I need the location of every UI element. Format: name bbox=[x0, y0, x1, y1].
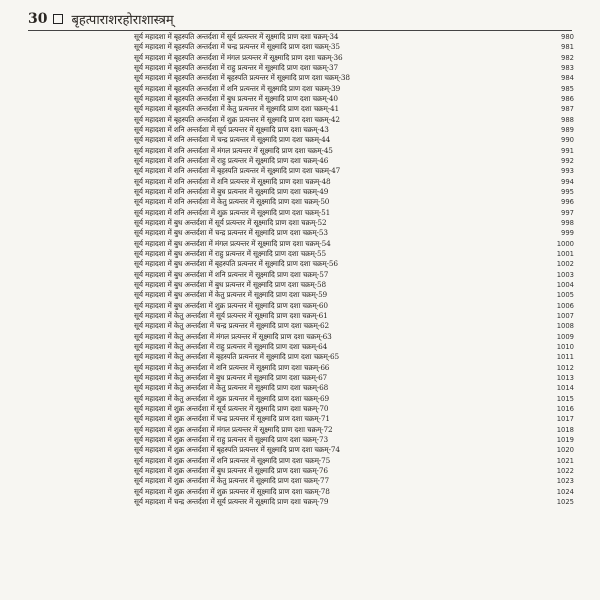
page-number: 30 bbox=[28, 11, 48, 27]
entry-page-number: 988 bbox=[561, 115, 574, 124]
entry-page-number: 995 bbox=[561, 188, 574, 197]
page-header bbox=[28, 8, 572, 31]
entry-page-number: 986 bbox=[561, 95, 574, 104]
entry-page-number: 990 bbox=[561, 136, 574, 145]
entry-title: सूर्य महादशा में शनि अन्तर्दशा में राहु प्रत्यन्तर में सूक्ष्मादि प्राण दशा चक्रम्-46 bbox=[134, 156, 329, 166]
entry-page-number: 1018 bbox=[556, 425, 574, 434]
entry-title: सूर्य महादशा में शनि अन्तर्दशा में केतु प्रत्यन्तर में सूक्ष्मादि प्राण दशा चक्रम्-50 bbox=[134, 197, 330, 207]
entry-title: सूर्य महादशा में बृहस्पति अन्तर्दशा में सूर्य प्रत्यन्तर में सूक्ष्मादि प्राण दशा चक्रम्-34 bbox=[134, 32, 339, 42]
list-item bbox=[134, 239, 574, 249]
list-item bbox=[134, 208, 574, 218]
entry-title: सूर्य महादशा में बुध अन्तर्दशा में मंगल प्रत्यन्तर में सूक्ष्मादि प्राण दशा चक्रम्-54 bbox=[134, 238, 331, 248]
entry-page-number: 1021 bbox=[556, 456, 574, 465]
entry-page-number: 1011 bbox=[556, 353, 574, 362]
entry-page-number: 998 bbox=[561, 219, 574, 228]
entry-title: सूर्य महादशा में शनि अन्तर्दशा में सूर्य प्रत्यन्तर में सूक्ष्मादि प्राण दशा चक्रम्-43 bbox=[134, 125, 329, 135]
list-item bbox=[134, 249, 574, 259]
entry-page-number: 1004 bbox=[556, 281, 574, 290]
list-item bbox=[134, 115, 574, 125]
entry-page-number: 1009 bbox=[556, 332, 574, 341]
entry-title: सूर्य महादशा में शनि अन्तर्दशा में बुध प्रत्यन्तर में सूक्ष्मादि प्राण दशा चक्रम्-49 bbox=[134, 187, 329, 197]
entry-page-number: 1024 bbox=[556, 487, 574, 496]
entry-title: सूर्य महादशा में बुध अन्तर्दशा में बृहस्पति प्रत्यन्तर में सूक्ष्मादि प्राण दशा चक्रम्-56 bbox=[134, 259, 338, 269]
entry-title: सूर्य महादशा में चन्द्र अन्तर्दशा में सूर्य प्रत्यन्तर में सूक्ष्मादि प्राण दशा चक्रम्-79 bbox=[134, 496, 329, 506]
entry-page-number: 1003 bbox=[556, 270, 574, 279]
entry-page-number: 999 bbox=[561, 229, 574, 238]
entry-title: सूर्य महादशा में बृहस्पति अन्तर्दशा में शुक्र प्रत्यन्तर में सूक्ष्मादि प्राण दशा चक्रम्-42 bbox=[134, 114, 340, 124]
entry-page-number: 1007 bbox=[556, 312, 574, 321]
entry-title: सूर्य महादशा में शुक्र अन्तर्दशा में केतु प्रत्यन्तर में सूक्ष्मादि प्राण दशा चक्रम्-77 bbox=[134, 476, 329, 486]
list-item bbox=[134, 177, 574, 187]
entry-page-number: 1010 bbox=[556, 343, 574, 351]
entry-title: सूर्य महादशा में केतु अन्तर्दशा में केतु प्रत्यन्तर में सूक्ष्मादि प्राण दशा चक्रम्-68 bbox=[134, 383, 329, 393]
list-item bbox=[134, 466, 574, 476]
entry-page-number: 1000 bbox=[556, 239, 574, 248]
list-item bbox=[134, 42, 574, 52]
list-item bbox=[134, 280, 574, 290]
entry-title: सूर्य महादशा में बृहस्पति अन्तर्दशा में चन्द्र प्रत्यन्तर में सूक्ष्मादि प्राण दशा चक्रम्-35 bbox=[134, 42, 340, 52]
list-item bbox=[134, 311, 574, 321]
entry-title: सूर्य महादशा में केतु अन्तर्दशा में राहु प्रत्यन्तर में सूक्ष्मादि प्राण दशा चक्रम्-64 bbox=[134, 342, 328, 351]
entry-title: सूर्य महादशा में शनि अन्तर्दशा में चन्द्र प्रत्यन्तर में सूक्ष्मादि प्राण दशा चक्रम्-44 bbox=[134, 135, 331, 145]
entry-title: सूर्य महादशा में बुध अन्तर्दशा में बुध प्रत्यन्तर में सूक्ष्मादि प्राण दशा चक्रम्-58 bbox=[134, 280, 326, 290]
list-item bbox=[134, 94, 574, 104]
list-item bbox=[134, 146, 574, 156]
list-item bbox=[134, 383, 574, 393]
list-item bbox=[134, 187, 574, 197]
entry-page-number: 989 bbox=[561, 126, 574, 135]
entry-title: सूर्य महादशा में शनि अन्तर्दशा में शनि प्रत्यन्तर में सूक्ष्मादि प्राण दशा चक्रम्-48 bbox=[134, 176, 331, 186]
list-item bbox=[134, 218, 574, 228]
entry-title: सूर्य महादशा में बृहस्पति अन्तर्दशा में बृहस्पति प्रत्यन्तर में सूक्ष्मादि प्राण दशा चक्रम्-38 bbox=[134, 73, 350, 83]
entry-page-number: 985 bbox=[561, 84, 574, 93]
entry-title: सूर्य महादशा में बुध अन्तर्दशा में शुक्र प्रत्यन्तर में सूक्ष्मादि प्राण दशा चक्रम्-60 bbox=[134, 300, 328, 310]
entry-title: सूर्य महादशा में शुक्र अन्तर्दशा में शुक्र प्रत्यन्तर में सूक्ष्मादि प्राण दशा चक्रम्-78 bbox=[134, 486, 330, 496]
entry-page-number: 982 bbox=[561, 53, 574, 62]
list-item bbox=[134, 259, 574, 269]
list-item bbox=[134, 352, 574, 362]
entry-title: सूर्य महादशा में शुक्र अन्तर्दशा में सूर्य प्रत्यन्तर में सूक्ष्मादि प्राण दशा चक्रम्-70 bbox=[134, 403, 329, 413]
list-item bbox=[134, 53, 574, 63]
entry-page-number: 1008 bbox=[556, 322, 574, 331]
list-item bbox=[134, 373, 574, 383]
entry-title: सूर्य महादशा में केतु अन्तर्दशा में बुध प्रत्यन्तर में सूक्ष्मादि प्राण दशा चक्रम्-67 bbox=[134, 372, 328, 382]
entry-title: सूर्य महादशा में शुक्र अन्तर्दशा में राहु प्रत्यन्तर में सूक्ष्मादि प्राण दशा चक्रम्-73 bbox=[134, 434, 328, 444]
list-item bbox=[134, 404, 574, 414]
list-item bbox=[134, 476, 574, 486]
entry-page-number: 996 bbox=[561, 198, 574, 207]
entry-title: सूर्य महादशा में शुक्र अन्तर्दशा में चन्द्र प्रत्यन्तर में सूक्ष्मादि प्राण दशा चक्रम्-71 bbox=[134, 414, 330, 424]
list-item bbox=[134, 290, 574, 300]
entry-title: सूर्य महादशा में शनि अन्तर्दशा में मंगल प्रत्यन्तर में सूक्ष्मादि प्राण दशा चक्रम्-45 bbox=[134, 145, 333, 155]
entry-page-number: 981 bbox=[561, 43, 574, 52]
entry-page-number: 1017 bbox=[556, 415, 574, 424]
entry-page-number: 1012 bbox=[556, 363, 574, 372]
list-item bbox=[134, 270, 574, 280]
entry-page-number: 1019 bbox=[556, 435, 574, 444]
entry-page-number: 1001 bbox=[556, 250, 574, 259]
list-item bbox=[134, 301, 574, 311]
list-item bbox=[134, 63, 574, 73]
list-item bbox=[134, 424, 574, 434]
list-item bbox=[134, 455, 574, 465]
entry-title: सूर्य महादशा में शुक्र अन्तर्दशा में मंगल प्रत्यन्तर में सूक्ष्मादि प्राण दशा चक्रम्-72 bbox=[134, 424, 333, 434]
list-item bbox=[134, 414, 574, 424]
list-item bbox=[134, 197, 574, 207]
square-bullet-icon bbox=[53, 14, 63, 24]
entry-page-number: 1015 bbox=[556, 394, 574, 403]
list-item bbox=[134, 104, 574, 114]
entry-title: सूर्य महादशा में बुध अन्तर्दशा में शनि प्रत्यन्तर में सूक्ष्मादि प्राण दशा चक्रम्-57 bbox=[134, 269, 329, 279]
book-title: बृहत्पाराशरहोराशास्त्रम् bbox=[71, 13, 174, 28]
entry-page-number: 1022 bbox=[556, 466, 574, 475]
entry-page-number: 980 bbox=[561, 33, 574, 42]
contents-list bbox=[134, 32, 574, 507]
entry-title: सूर्य महादशा में शुक्र अन्तर्दशा में बुध प्रत्यन्तर में सूक्ष्मादि प्राण दशा चक्रम्-76 bbox=[134, 465, 328, 475]
entry-page-number: 1002 bbox=[556, 260, 574, 269]
entry-page-number: 983 bbox=[561, 64, 574, 73]
entry-page-number: 1013 bbox=[556, 373, 574, 382]
list-item bbox=[134, 435, 574, 445]
entry-page-number: 997 bbox=[561, 208, 574, 217]
list-item bbox=[134, 363, 574, 373]
list-item bbox=[134, 228, 574, 238]
list-item bbox=[134, 393, 574, 403]
entry-title: सूर्य महादशा में बुध अन्तर्दशा में सूर्य प्रत्यन्तर में सूक्ष्मादि प्राण दशा चक्रम्-52 bbox=[134, 218, 327, 228]
entry-page-number: 1025 bbox=[556, 497, 574, 506]
entry-title: सूर्य महादशा में केतु अन्तर्दशा में शुक्र प्रत्यन्तर में सूक्ष्मादि प्राण दशा चक्रम्-69 bbox=[134, 393, 329, 403]
entry-title: सूर्य महादशा में शुक्र अन्तर्दशा में शनि प्रत्यन्तर में सूक्ष्मादि प्राण दशा चक्रम्-75 bbox=[134, 455, 331, 465]
entry-page-number: 994 bbox=[561, 177, 574, 186]
entry-title: सूर्य महादशा में बृहस्पति अन्तर्दशा में बुध प्रत्यन्तर में सूक्ष्मादि प्राण दशा चक्रम्-40 bbox=[134, 94, 338, 104]
entry-page-number: 987 bbox=[561, 105, 574, 114]
entry-page-number: 1006 bbox=[556, 301, 574, 310]
entry-page-number: 993 bbox=[561, 167, 574, 176]
entry-page-number: 1020 bbox=[556, 446, 574, 455]
entry-title: सूर्य महादशा में बुध अन्तर्दशा में केतु प्रत्यन्तर में सूक्ष्मादि प्राण दशा चक्रम्-59 bbox=[134, 290, 328, 300]
list-item bbox=[134, 332, 574, 342]
list-item bbox=[134, 497, 574, 507]
list-item bbox=[134, 321, 574, 331]
list-item bbox=[134, 84, 574, 94]
list-item bbox=[134, 156, 574, 166]
entry-title: सूर्य महादशा में केतु अन्तर्दशा में सूर्य प्रत्यन्तर में सूक्ष्मादि प्राण दशा चक्रम्-61 bbox=[134, 311, 328, 321]
entry-title: सूर्य महादशा में बृहस्पति अन्तर्दशा में केतु प्रत्यन्तर में सूक्ष्मादि प्राण दशा चक्रम्-41 bbox=[134, 104, 340, 114]
entry-page-number: 1023 bbox=[556, 477, 574, 486]
list-item bbox=[134, 342, 574, 352]
list-item bbox=[134, 32, 574, 42]
entry-title: सूर्य महादशा में शनि अन्तर्दशा में शुक्र प्रत्यन्तर में सूक्ष्मादि प्राण दशा चक्रम्-51 bbox=[134, 207, 331, 217]
entry-page-number: 992 bbox=[561, 157, 574, 166]
entry-title: सूर्य महादशा में केतु अन्तर्दशा में बृहस्पति प्रत्यन्तर में सूक्ष्मादि प्राण दशा चक्रम्-65 bbox=[134, 352, 340, 362]
entry-title: सूर्य महादशा में बुध अन्तर्दशा में चन्द्र प्रत्यन्तर में सूक्ष्मादि प्राण दशा चक्रम्-53 bbox=[134, 228, 328, 238]
entry-title: सूर्य महादशा में केतु अन्तर्दशा में शनि प्रत्यन्तर में सूक्ष्मादि प्राण दशा चक्रम्-66 bbox=[134, 362, 330, 372]
list-item bbox=[134, 166, 574, 176]
entry-title: सूर्य महादशा में केतु अन्तर्दशा में चन्द्र प्रत्यन्तर में सूक्ष्मादि प्राण दशा चक्रम्-62 bbox=[134, 321, 330, 331]
list-item bbox=[134, 445, 574, 455]
list-item bbox=[134, 125, 574, 135]
list-item bbox=[134, 73, 574, 83]
entry-page-number: 984 bbox=[561, 74, 574, 83]
entry-title: सूर्य महादशा में केतु अन्तर्दशा में मंगल प्रत्यन्तर में सूक्ष्मादि प्राण दशा चक्रम्-63 bbox=[134, 331, 332, 341]
entry-title: सूर्य महादशा में बृहस्पति अन्तर्दशा में मंगल प्रत्यन्तर में सूक्ष्मादि प्राण दशा चक्रम्-36 bbox=[134, 52, 343, 62]
entry-title: सूर्य महादशा में बुध अन्तर्दशा में राहु प्रत्यन्तर में सूक्ष्मादि प्राण दशा चक्रम्-55 bbox=[134, 249, 327, 259]
entry-page-number: 1005 bbox=[556, 291, 574, 300]
entry-title: सूर्य महादशा में बृहस्पति अन्तर्दशा में शनि प्रत्यन्तर में सूक्ष्मादि प्राण दशा चक्रम्-39 bbox=[134, 83, 341, 93]
list-item bbox=[134, 135, 574, 145]
entry-page-number: 1014 bbox=[556, 384, 574, 393]
entry-title: सूर्य महादशा में शनि अन्तर्दशा में बृहस्पति प्रत्यन्तर में सूक्ष्मादि प्राण दशा चक्रम्-47 bbox=[134, 166, 341, 176]
entry-title: सूर्य महादशा में शुक्र अन्तर्दशा में बृहस्पति प्रत्यन्तर में सूक्ष्मादि प्राण दशा चक्रम्-74 bbox=[134, 445, 340, 455]
entry-page-number: 1016 bbox=[556, 404, 574, 413]
list-item bbox=[134, 486, 574, 496]
entry-title: सूर्य महादशा में बृहस्पति अन्तर्दशा में राहु प्रत्यन्तर में सूक्ष्मादि प्राण दशा चक्रम्-37 bbox=[134, 63, 339, 73]
entry-page-number: 991 bbox=[561, 146, 574, 155]
